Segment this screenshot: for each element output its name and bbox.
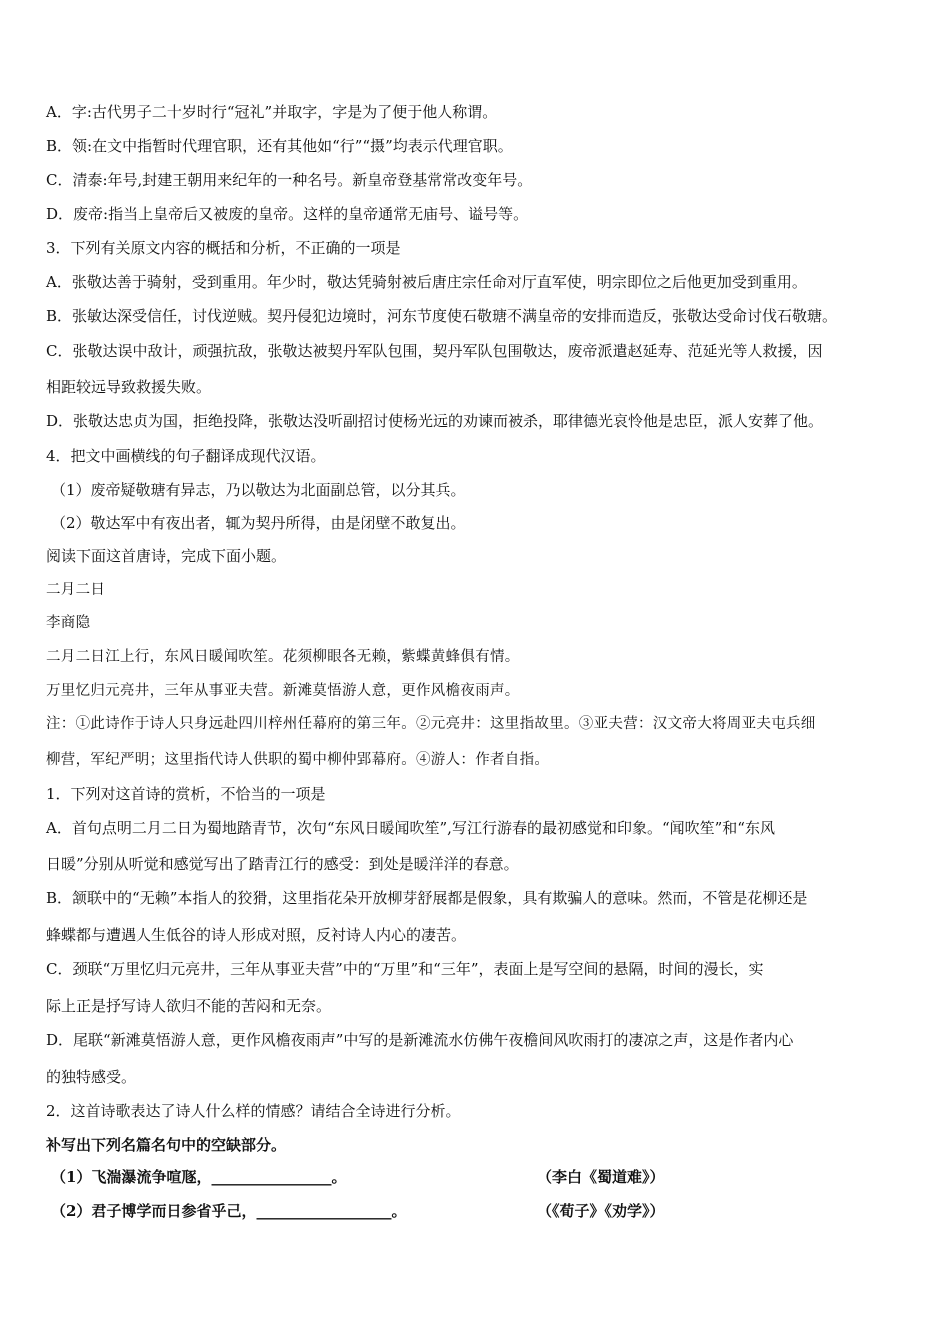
- option-a-continued: 日暖”分别从听觉和感觉写出了踏青江行的感受：到处是暖洋洋的春意。: [46, 855, 519, 873]
- option-b: B．张敏达深受信任，讨伐逆贼。契丹侵犯边境时，河东节度使石敬瑭不满皇帝的安排而造反，张敬达受命讨伐石敬瑭。: [46, 307, 838, 325]
- option-d: D．张敬达忠贞为国，拒绝投降，张敬达没听副招讨使杨光远的劝谏而被杀，耶律德光哀怜他是忠臣，派人安葬了他。: [46, 412, 824, 430]
- option-d: D．废帝:指当上皇帝后又被废的皇帝。这样的皇帝通常无庙号、谥号等。: [46, 205, 529, 223]
- option-c: C．颈联“万里忆归元亮井，三年从事亚夫营”中的“万里”和“三年”，表面上是写空间的悬隔，时间的漫长，实: [46, 960, 764, 978]
- poem-note: 注：①此诗作于诗人只身远赴四川梓州任幕府的第三年。②元亮井：这里指故里。③亚夫营：汉文帝大将周亚夫屯兵细: [46, 716, 816, 732]
- fill-item-1-source: （李白《蜀道难》）: [537, 1168, 665, 1186]
- option-a: A．张敬达善于骑射，受到重用。年少时，敬达凭骑射被后唐庄宗任命对厅直军使，明宗即位之后他更加受到重用。: [46, 273, 807, 291]
- option-a: A．首句点明二月二日为蜀地踏青节，次句“东风日暖闻吹笙”,写江行游春的最初感觉和印象。“闻吹笙”和“东风: [46, 819, 775, 837]
- sentence-2: （2）敬达军中有夜出者，辄为契丹所得，由是闭壁不敢复出。: [51, 514, 466, 532]
- poem-line-2: 万里忆归元亮井，三年从事亚夫营。新滩莫悟游人意，更作风檐夜雨声。: [46, 683, 520, 699]
- poem-author: 李商隐: [46, 615, 91, 631]
- option-b: B．颔联中的“无赖”本指人的狡猾，这里指花朵开放柳芽舒展都是假象，具有欺骗人的意味。然而，不管是花柳还是: [46, 889, 808, 907]
- reading-instruction: 阅读下面这首唐诗，完成下面小题。: [46, 547, 287, 565]
- option-b: B．领:在文中指暂时代理官职，还有其他如“行”“摄”均表示代理官职。: [46, 137, 513, 155]
- poem-note-continued: 柳营，军纪严明；这里指代诗人供职的蜀中柳仲郢幕府。④游人：作者自指。: [46, 752, 550, 768]
- option-d: D．尾联“新滩莫悟游人意，更作风檐夜雨声”中写的是新滩流水仿佛午夜檐间风吹雨打的凄凉之声，这是作者内心: [46, 1031, 794, 1049]
- option-b-continued: 蜂蝶都与遭遇人生低谷的诗人形成对照，反衬诗人内心的凄苦。: [46, 926, 467, 944]
- sentence-1: （1）废帝疑敬瑭有异志，乃以敬达为北面副总管，以分其兵。: [51, 481, 466, 499]
- option-d-continued: 的独特感受。: [46, 1068, 137, 1086]
- option-c-continued: 际上正是抒写诗人欲归不能的苦闷和无奈。: [46, 997, 332, 1015]
- option-c: C．张敬达误中敌计，顽强抗敌，张敬达被契丹军队包围，契丹军队包围敬达，废帝派遣赵延寿、范延光等人救援，因: [46, 342, 823, 360]
- option-c: C．清泰:年号,封建王朝用来纪年的一种名号。新皇帝登基常常改变年号。: [46, 171, 533, 189]
- fill-item-2: （2）君子博学而日参省乎己，__________________。: [51, 1202, 407, 1220]
- poem-title: 二月二日: [46, 582, 106, 598]
- section-heading: 补写出下列名篇名句中的空缺部分。: [46, 1136, 287, 1154]
- poem-line-1: 二月二日江上行，东风日暖闻吹笙。花须柳眼各无赖，紫蝶黄蜂俱有情。: [46, 649, 520, 665]
- question-stem: 1．下列对这首诗的赏析，不恰当的一项是: [46, 785, 326, 803]
- question-stem: 2．这首诗歌表达了诗人什么样的情感？请结合全诗进行分析。: [46, 1102, 461, 1120]
- fill-item-2-source: （《荀子》《劝学》）: [537, 1202, 665, 1220]
- fill-item-1: （1）飞湍瀑流争喧豗，________________。: [51, 1168, 347, 1186]
- option-c-continued: 相距较远导致救援失败。: [46, 378, 212, 396]
- option-a: A．字:古代男子二十岁时行“冠礼”并取字，字是为了便于他人称谓。: [46, 103, 498, 121]
- question-stem: 4．把文中画横线的句子翻译成现代汉语。: [46, 447, 326, 465]
- question-stem: 3．下列有关原文内容的概括和分析，不正确的一项是: [46, 239, 401, 257]
